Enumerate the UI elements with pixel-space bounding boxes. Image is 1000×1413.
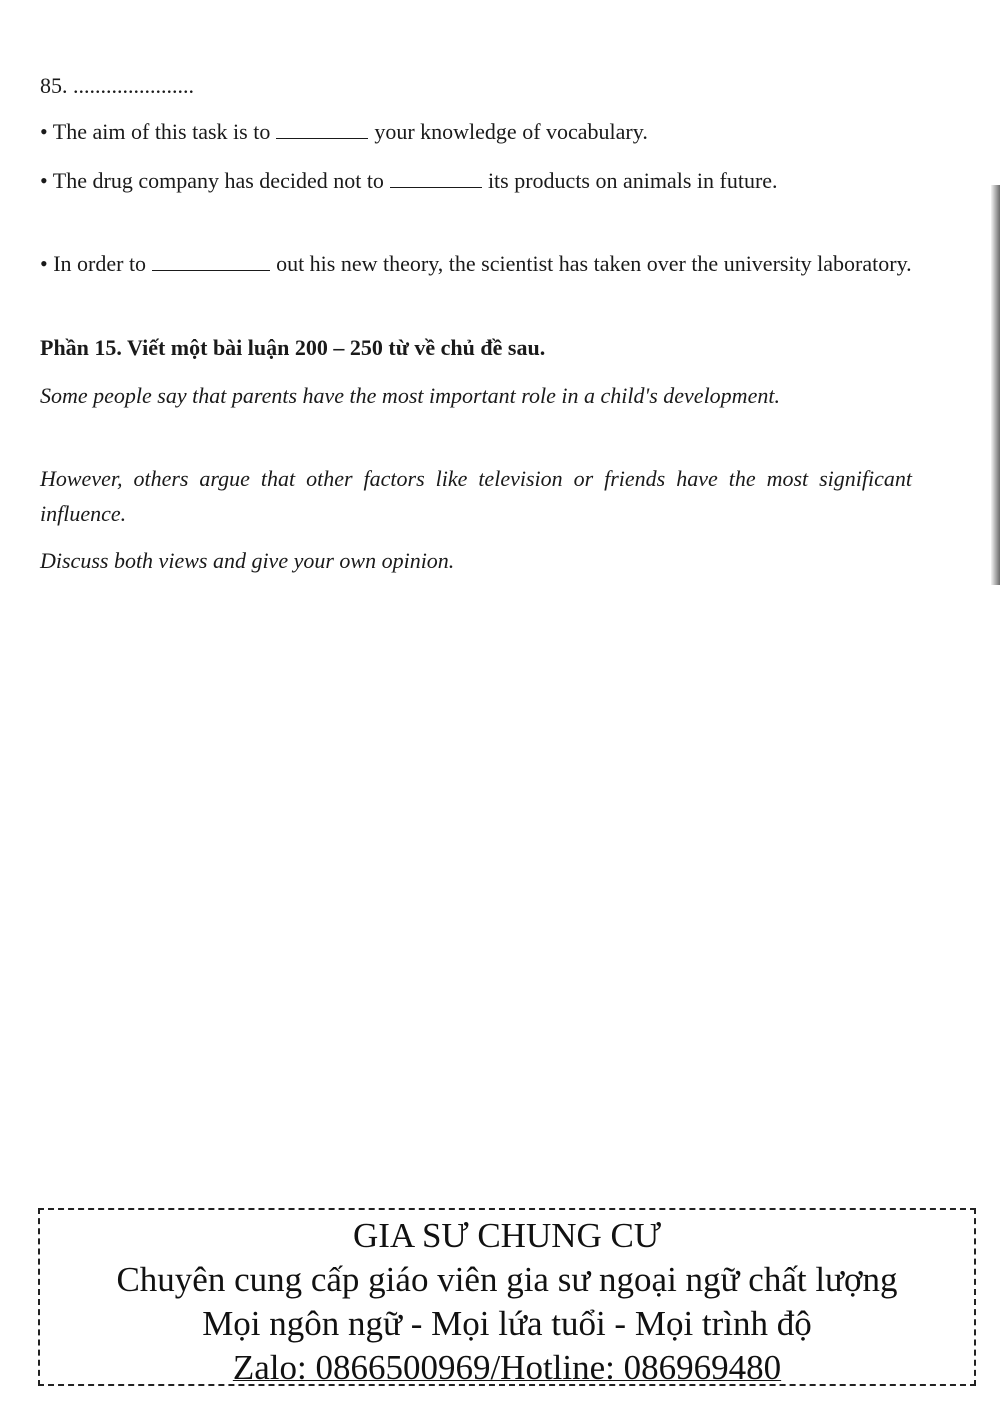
answer-blank[interactable] [390, 167, 482, 188]
ad-tagline: Chuyên cung cấp giáo viên gia sư ngoại ngữ chất lượng [116, 1260, 898, 1299]
bullet-text-after: its products on animals in future. [487, 168, 778, 193]
bullet-text-after: your knowledge of vocabulary. [374, 119, 648, 144]
essay-prompt-paragraph-2: However, others argue that other factors like television or friends have the most significant influence. [40, 466, 912, 526]
bullet-text-before: • The drug company has decided not to [40, 168, 384, 193]
answer-blank[interactable] [276, 118, 368, 139]
ad-contact: Zalo: 0866500969/Hotline: 086969480 [232, 1348, 782, 1387]
bullet-text-before: • The aim of this task is to [40, 119, 271, 144]
bullet-text-after: out his new theory, the scientist has taken over the university laboratory. [276, 251, 912, 276]
bullet-item-3 [40, 246, 912, 281]
page-edge-shadow [991, 185, 1000, 585]
answer-blank[interactable] [152, 250, 270, 271]
essay-prompt-paragraph-1: Some people say that parents have the most important role in a child's development. [40, 383, 780, 408]
question-number: 85. ...................... [40, 73, 194, 98]
ad-audience: Mọi ngôn ngữ - Mọi lứa tuổi - Mọi trình độ [202, 1304, 812, 1343]
essay-prompt-paragraph-3: Discuss both views and give your own opinion. [40, 548, 455, 573]
advertisement-box [38, 1208, 976, 1386]
bullet-item-2 [40, 163, 912, 198]
bullet-item-1 [40, 114, 912, 149]
section-heading: Phần 15. Viết một bài luận 200 – 250 từ về chủ đề sau. [40, 335, 546, 360]
ad-title: GIA SƯ CHUNG CƯ [352, 1216, 662, 1255]
bullet-text-before: • In order to [40, 251, 147, 276]
